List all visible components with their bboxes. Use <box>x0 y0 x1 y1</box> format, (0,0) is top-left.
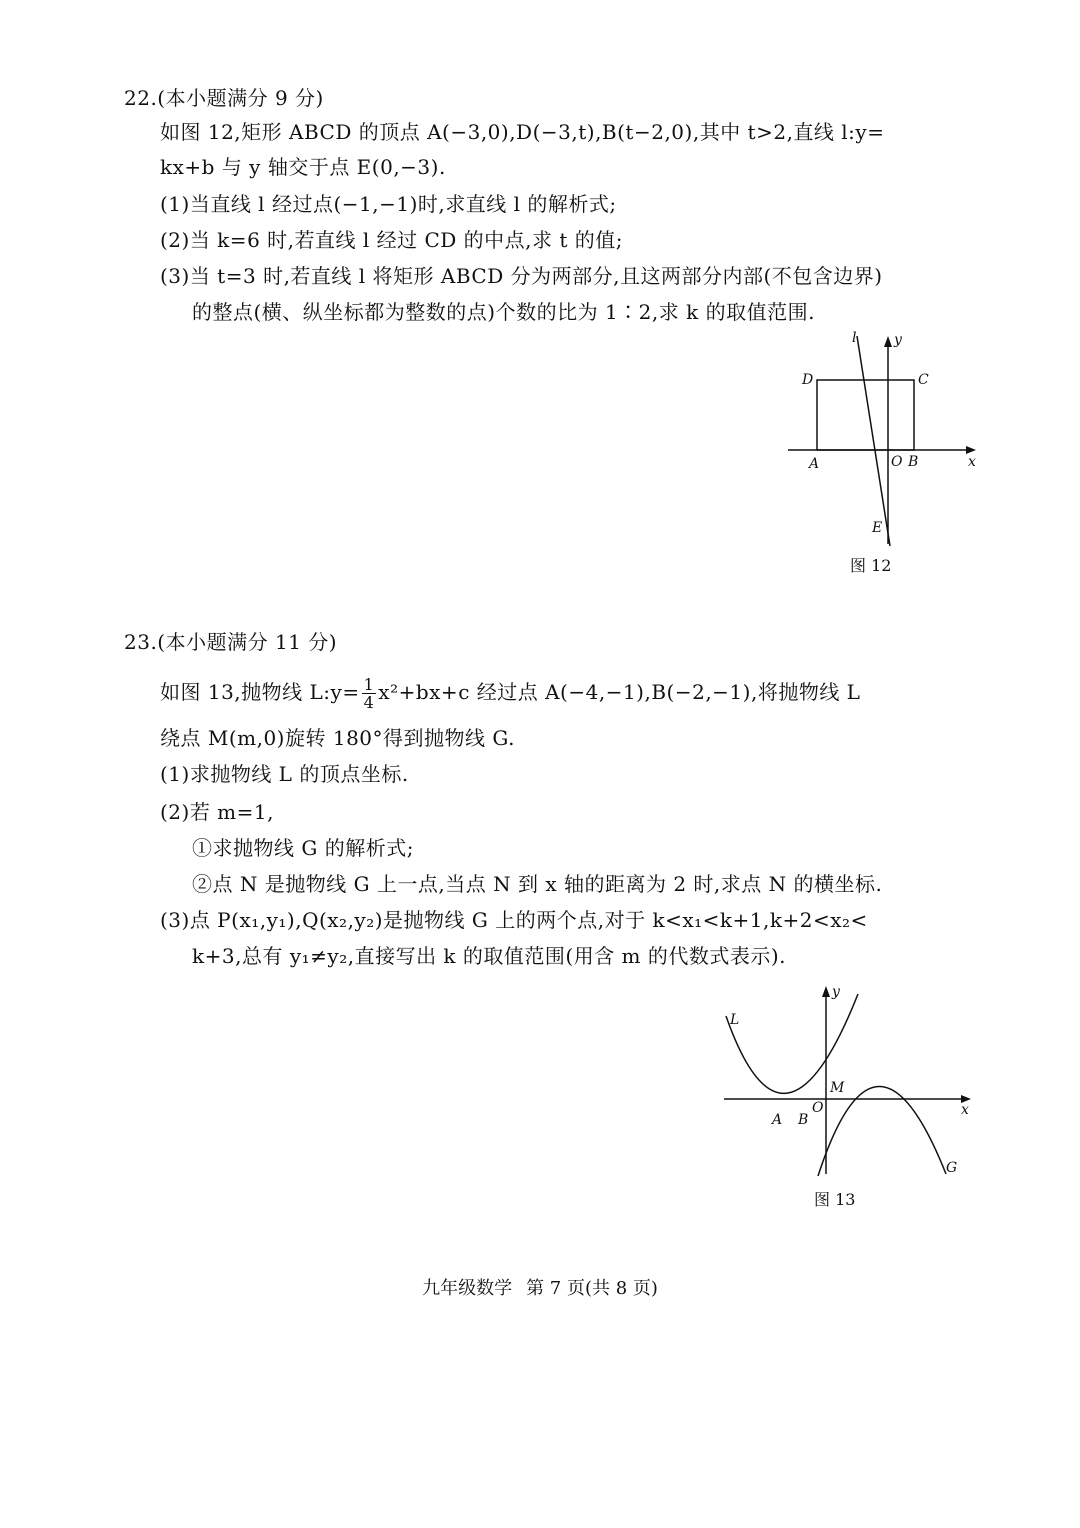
q23-part-2-sub-2: ②点 N 是抛物线 G 上一点,当点 N 到 x 轴的距离为 2 时,求点 N 的横坐标. <box>192 872 883 896</box>
label-b: B <box>798 1112 809 1128</box>
label-l: l <box>852 330 857 346</box>
label-y: y <box>894 332 902 348</box>
q23-part-2-sub-1: ①求抛物线 G 的解析式; <box>192 836 414 860</box>
label-b: B <box>908 454 919 470</box>
q22-part-3: (3)当 t=3 时,若直线 l 将矩形 ABCD 分为两部分,且这两部分内部(不包含边界) <box>160 264 883 288</box>
figure-12-caption: 图 12 <box>850 556 892 575</box>
label-l: L <box>730 1012 740 1028</box>
q23-title: 23.(本小题满分 11 分) <box>124 630 338 654</box>
q23-text-line-2: 绕点 M(m,0)旋转 180°得到抛物线 G. <box>160 726 515 750</box>
q22-part-2: (2)当 k=6 时,若直线 l 经过 CD 的中点,求 t 的值; <box>160 228 624 252</box>
fraction-denominator: 4 <box>363 693 375 712</box>
fraction-numerator: 1 <box>363 675 375 694</box>
q23-part-2: (2)若 m=1, <box>160 800 274 824</box>
q23-line1-after: x²+bx+c 经过点 A(−4,−1),B(−2,−1),将抛物线 L <box>378 680 861 704</box>
label-a: A <box>772 1112 783 1128</box>
q22-part-1: (1)当直线 l 经过点(−1,−1)时,求直线 l 的解析式; <box>160 192 617 216</box>
q23-part-1: (1)求抛物线 L 的顶点坐标. <box>160 762 409 786</box>
label-g: G <box>946 1160 958 1176</box>
line-l <box>857 336 890 546</box>
figure-12 <box>780 322 990 552</box>
label-m: M <box>830 1080 845 1096</box>
q22-text-line-1: 如图 12,矩形 ABCD 的顶点 A(−3,0),D(−3,t),B(t−2,0),其中 t>2,直线 l:y= <box>160 120 885 144</box>
x-axis-arrow <box>966 446 976 454</box>
q23-line1-before: 如图 13,抛物线 L:y= <box>160 680 360 704</box>
label-o: O <box>812 1100 824 1116</box>
label-e: E <box>872 520 883 536</box>
figure-13 <box>716 974 986 1184</box>
q23-text-line-1 <box>160 676 860 711</box>
label-c: C <box>918 372 929 388</box>
figure-13-caption: 图 13 <box>814 1190 856 1209</box>
label-y: y <box>832 984 840 1000</box>
footer-subject: 九年级数学 <box>422 1278 513 1299</box>
q22-part-3-cont: 的整点(横、纵坐标都为整数的点)个数的比为 1∶2,求 k 的取值范围. <box>192 300 815 324</box>
q22-text-line-2: kx+b 与 y 轴交于点 E(0,−3). <box>160 155 446 179</box>
q23-part-3: (3)点 P(x₁,y₁),Q(x₂,y₂)是抛物线 G 上的两个点,对于 k<x₁<k+1,k+2<x₂< <box>160 908 868 932</box>
q22-title: 22.(本小题满分 9 分) <box>124 86 324 110</box>
page-footer <box>0 1274 1080 1300</box>
footer-page-number: 第 7 页(共 8 页) <box>526 1278 658 1299</box>
q23-part-3-cont: k+3,总有 y₁≠y₂,直接写出 k 的取值范围(用含 m 的代数式表示). <box>192 944 787 968</box>
label-x: x <box>961 1102 969 1118</box>
parabola-g <box>818 1086 946 1176</box>
label-x: x <box>968 454 976 470</box>
label-a: A <box>809 456 820 472</box>
parabola-l <box>726 994 858 1093</box>
fraction-one-quarter <box>362 676 377 711</box>
y-axis-arrow <box>822 986 830 997</box>
label-o: O <box>891 454 903 470</box>
label-d: D <box>802 372 814 388</box>
y-axis-arrow <box>884 336 892 347</box>
